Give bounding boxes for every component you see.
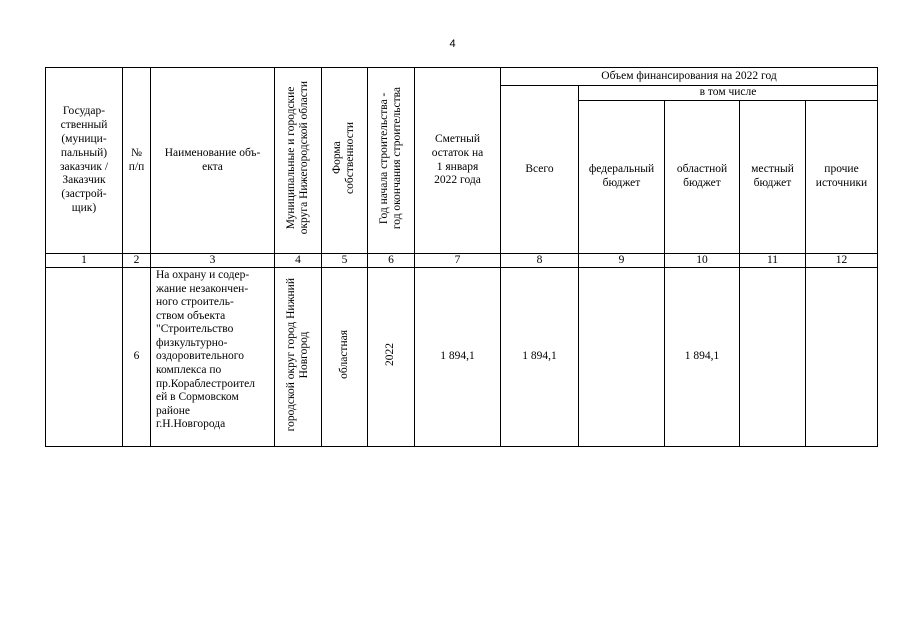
cell-remaining: 1 894,1 (415, 268, 501, 447)
column-number: 2 (123, 254, 151, 268)
column-number: 7 (415, 254, 501, 268)
header-funding-group: Объем финансирования на 2022 год (501, 68, 878, 86)
cell-municipality (275, 268, 322, 447)
header-remaining: Сметный остаток на 1 января 2022 года (415, 68, 501, 254)
header-local: местный бюджет (740, 101, 806, 254)
cell-municipality-text: городской округ город Нижний Новгород (284, 277, 310, 432)
column-number: 6 (368, 254, 415, 268)
column-number: 4 (275, 254, 322, 268)
cell-years (368, 268, 415, 447)
header-regional: областной бюджет (665, 101, 740, 254)
header-municipality (275, 68, 322, 254)
header-customer: Государ- ственный (муници- пальный) заказчик / Заказчик (застрой- щик) (46, 68, 123, 254)
header-total: Всего (501, 86, 579, 254)
table-row (46, 268, 878, 447)
header-other: прочие источники (806, 101, 878, 254)
column-number: 9 (579, 254, 665, 268)
cell-ownership (322, 268, 368, 447)
header-federal: федеральный бюджет (579, 101, 665, 254)
header-ownership-text: Форма собственности (331, 122, 357, 195)
header-municipality-text: Муниципальные и городские округа Нижегородской области (284, 81, 310, 235)
financing-table (45, 67, 878, 447)
header-row-1 (46, 68, 878, 86)
cell-regional: 1 894,1 (665, 268, 740, 447)
column-number: 12 (806, 254, 878, 268)
column-number: 10 (665, 254, 740, 268)
cell-object-name: На охрану и содер- жание незакончен- ного строитель- ством объекта "Строительство физкультурно- оздоровительного комплекса по пр.Кораблестроител ей в Сормовском районе г.Н.Новгорода (151, 268, 275, 447)
header-object-name: Наименование объ- екта (151, 68, 275, 254)
header-number: № п/п (123, 68, 151, 254)
header-years (368, 68, 415, 254)
cell-ownership-text: областная (337, 330, 350, 380)
cell-local (740, 268, 806, 447)
header-years-text: Год начала строительства - год окончания строительства (377, 87, 403, 230)
column-number-row (46, 254, 878, 268)
header-including: в том числе (579, 86, 878, 101)
column-number: 5 (322, 254, 368, 268)
column-number: 1 (46, 254, 123, 268)
column-number: 8 (501, 254, 579, 268)
cell-customer (46, 268, 123, 447)
cell-total: 1 894,1 (501, 268, 579, 447)
header-ownership (322, 68, 368, 254)
cell-other (806, 268, 878, 447)
column-number: 3 (151, 254, 275, 268)
column-number: 11 (740, 254, 806, 268)
cell-number: 6 (123, 268, 151, 447)
cell-years-text: 2022 (384, 343, 397, 367)
page-number: 4 (449, 38, 456, 50)
cell-federal (579, 268, 665, 447)
